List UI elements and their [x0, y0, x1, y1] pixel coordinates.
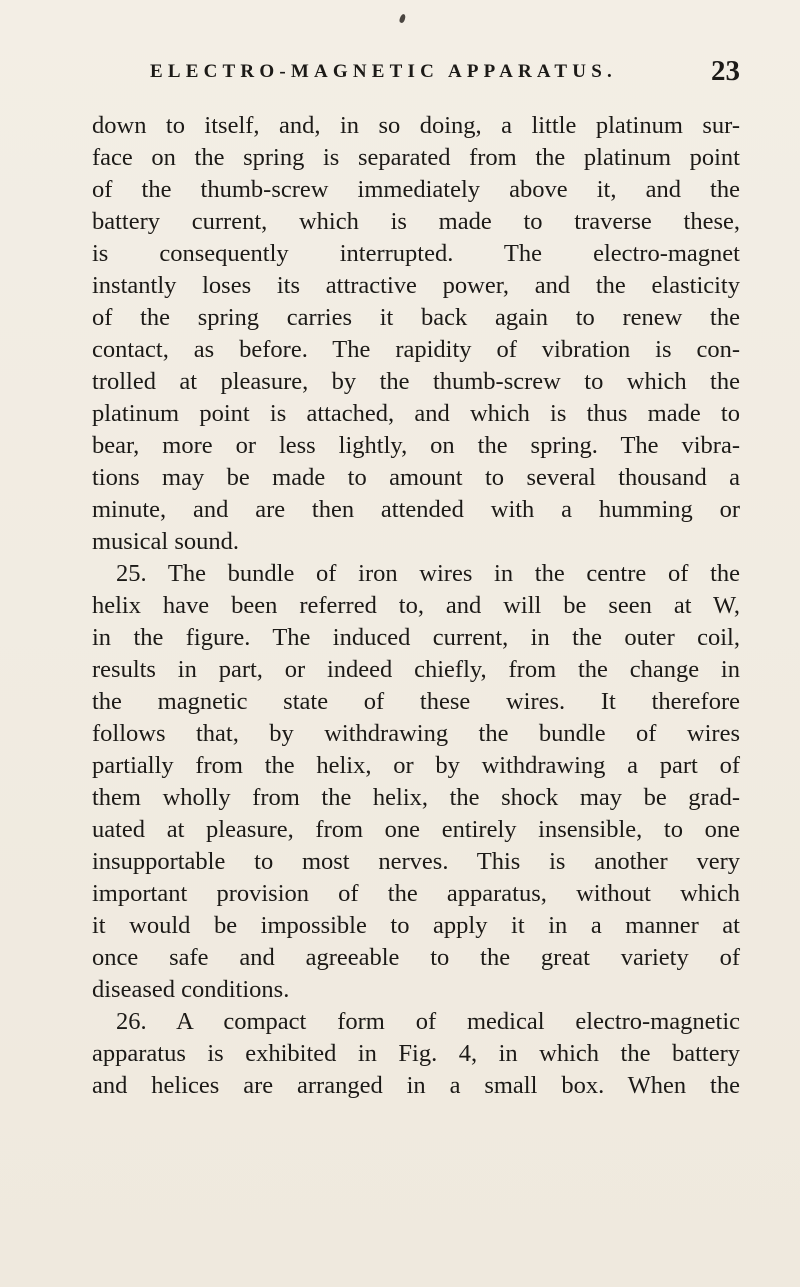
text-line: contact, as before. The rapidity of vibration is con- [92, 336, 740, 363]
paragraph-25-start: 25. The bundle of iron wires in the centre of the [116, 560, 740, 587]
text-line: of the spring carries it back again to renew the [92, 304, 740, 331]
text-line: them wholly from the helix, the shock may be grad- [92, 784, 740, 811]
text-line: the magnetic state of these wires. It therefore [92, 688, 740, 715]
paragraph-26-start: 26. A compact form of medical electro-magnetic [116, 1008, 740, 1035]
text-line: of the thumb-screw immediately above it, and the [92, 176, 740, 203]
text-line: once safe and agreeable to the great variety of [92, 944, 740, 971]
page-header [150, 55, 740, 95]
text-line: face on the spring is separated from the platinum point [92, 144, 740, 171]
text-line: it would be impossible to apply it in a manner at [92, 912, 740, 939]
text-line: instantly loses its attractive power, and the elasticity [92, 272, 740, 299]
text-line: apparatus is exhibited in Fig. 4, in which the battery [92, 1040, 740, 1067]
text-line: in the figure. The induced current, in the outer coil, [92, 624, 740, 651]
text-line: follows that, by withdrawing the bundle of wires [92, 720, 740, 747]
text-line: trolled at pleasure, by the thumb-screw to which the [92, 368, 740, 395]
text-line: platinum point is attached, and which is thus made to [92, 400, 740, 427]
text-line: helix have been referred to, and will be seen at W, [92, 592, 740, 619]
text-line: insupportable to most nerves. This is another very [92, 848, 740, 875]
text-line: bear, more or less lightly, on the spring. The vibra- [92, 432, 740, 459]
text-line: minute, and are then attended with a humming or [92, 496, 740, 523]
text-line: diseased conditions. [92, 976, 290, 1003]
text-line: important provision of the apparatus, without which [92, 880, 740, 907]
text-line: down to itself, and, in so doing, a little platinum sur- [92, 112, 740, 139]
text-line: and helices are arranged in a small box. When the [92, 1072, 740, 1099]
text-line: is consequently interrupted. The electro-magnet [92, 240, 740, 267]
text-line: battery current, which is made to traverse these, [92, 208, 740, 235]
ink-mark [399, 13, 407, 23]
body-text [92, 110, 740, 1102]
page-number: 23 [711, 55, 740, 87]
running-head: ELECTRO-MAGNETIC APPARATUS. [150, 61, 617, 82]
text-line: partially from the helix, or by withdrawing a part of [92, 752, 740, 779]
text-line: uated at pleasure, from one entirely insensible, to one [92, 816, 740, 843]
text-line: tions may be made to amount to several thousand a [92, 464, 740, 491]
text-line: results in part, or indeed chiefly, from the change in [92, 656, 740, 683]
text-line: musical sound. [92, 528, 239, 555]
